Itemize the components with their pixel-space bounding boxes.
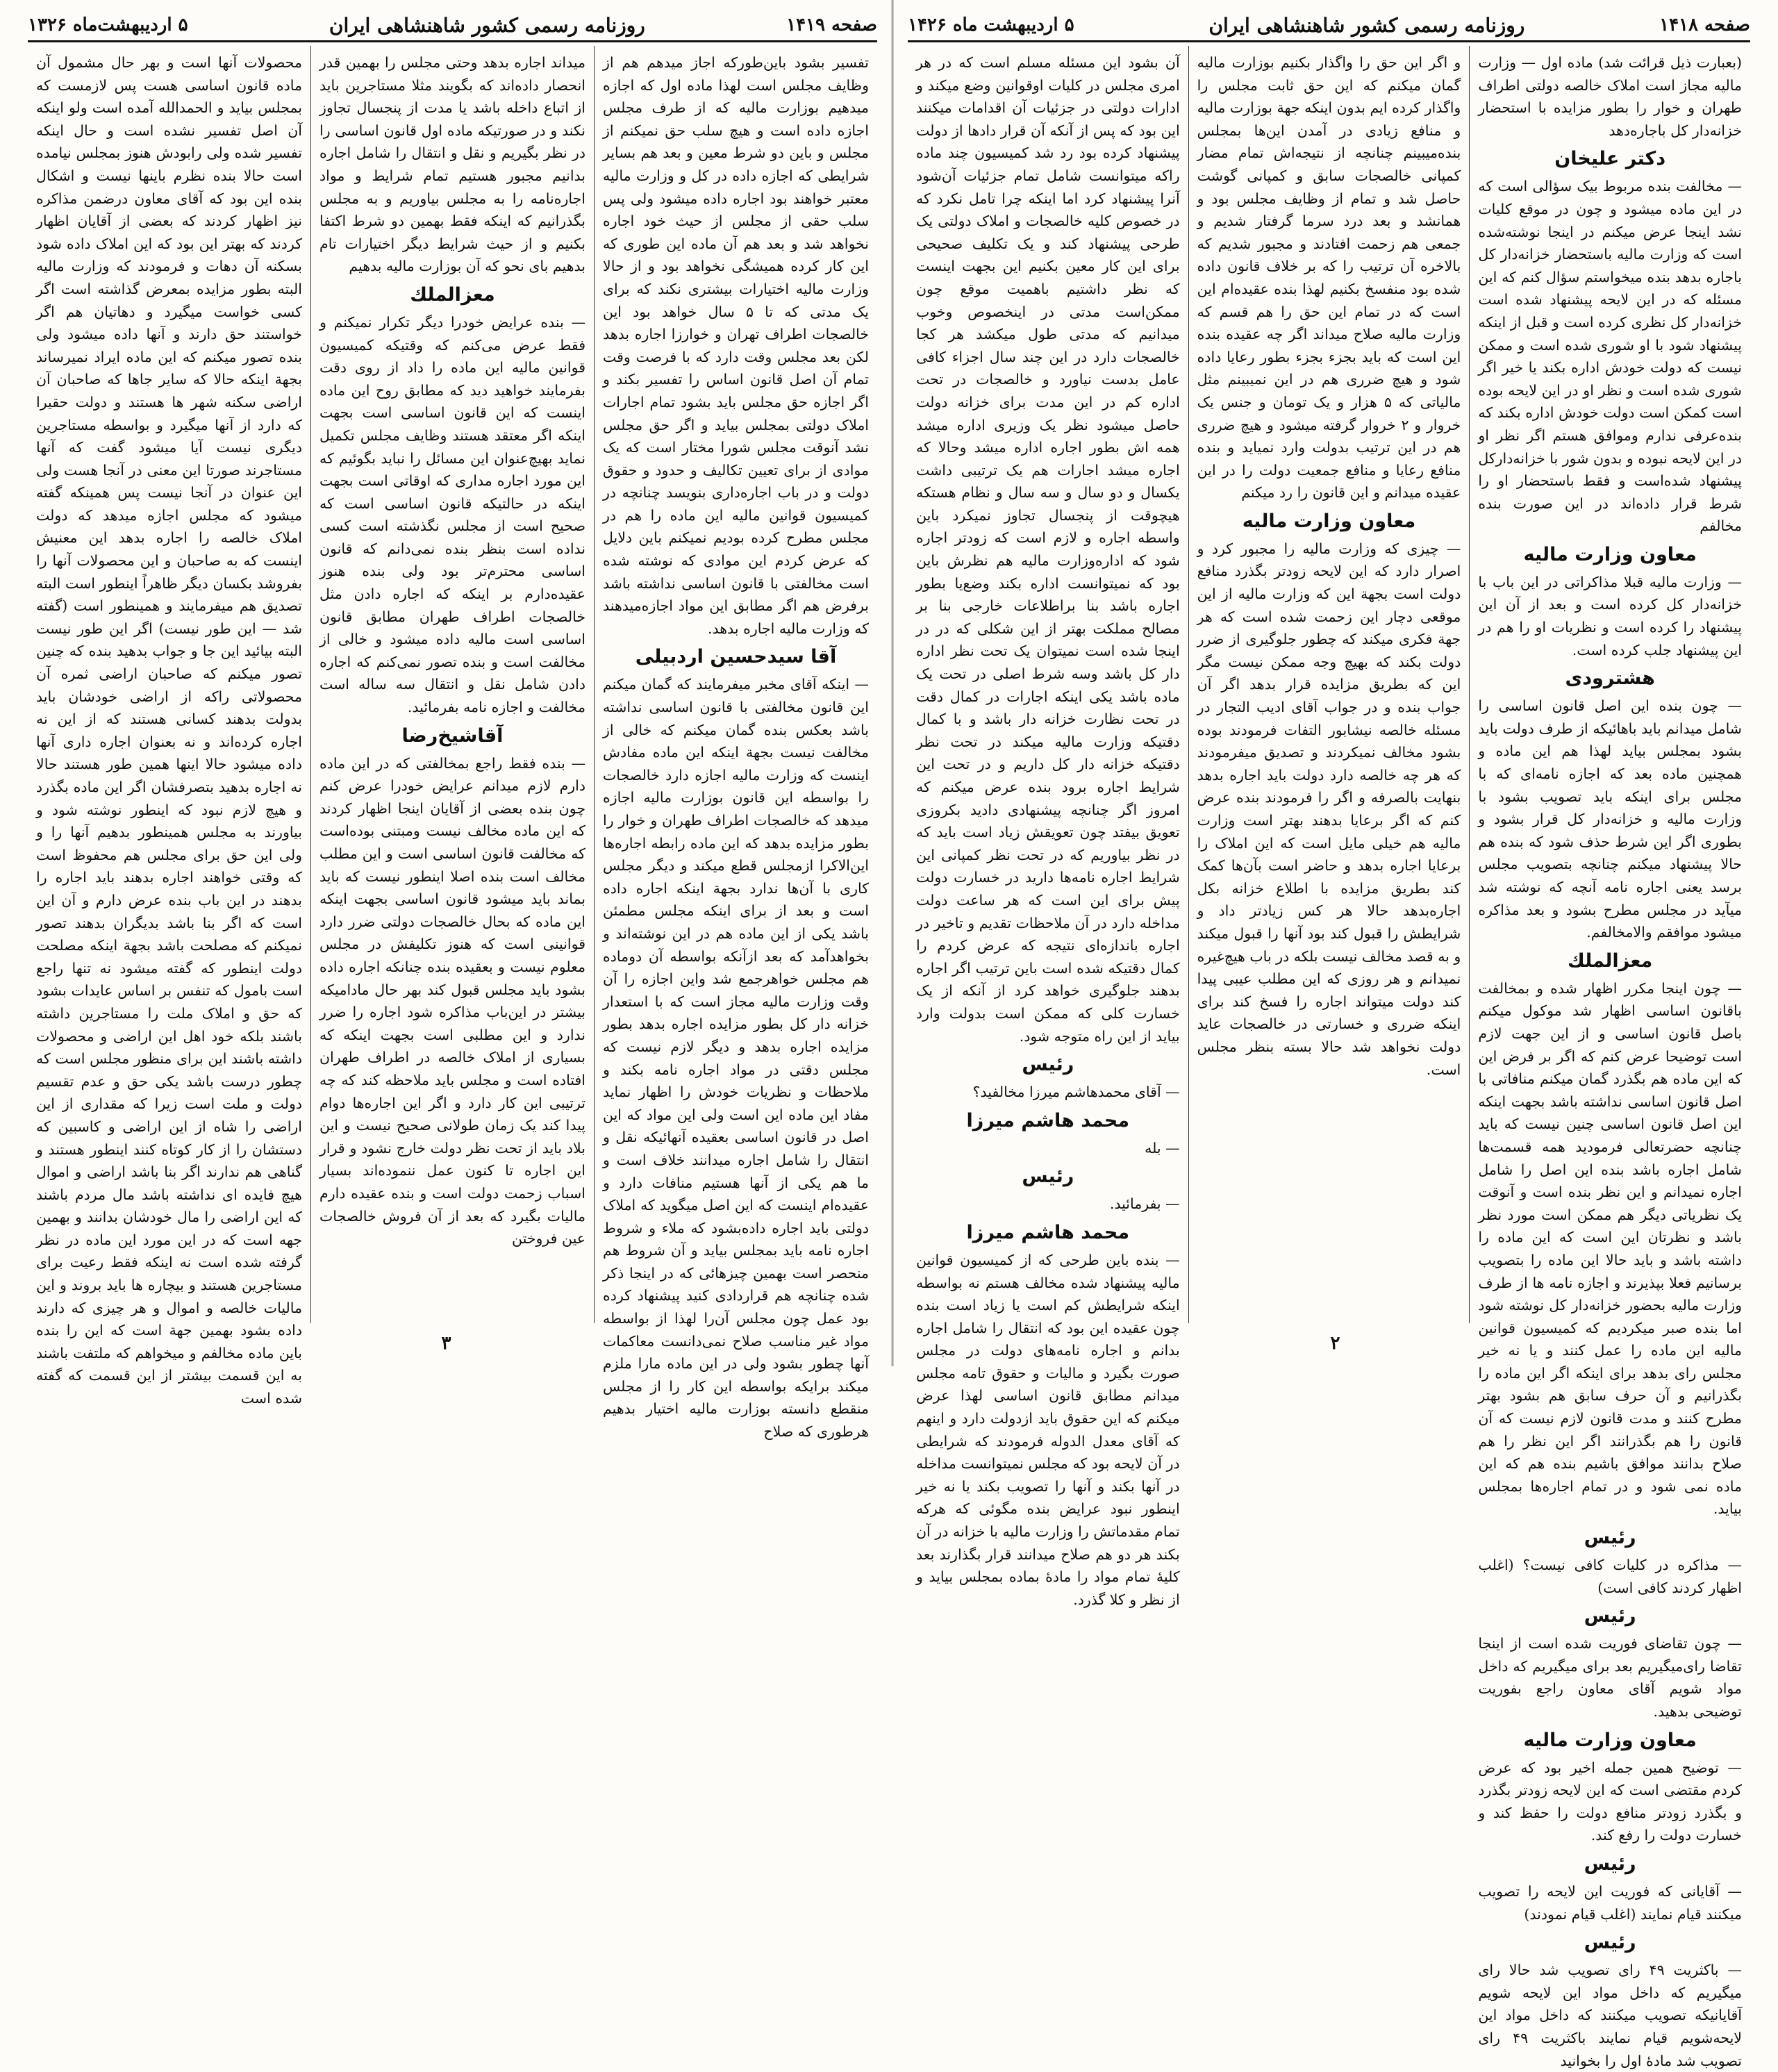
speaker-name: محمد هاشم میرزا (966, 1109, 1130, 1132)
paragraph-text: — بنده عرایض خودرا دیگر تکرار نمیکنم و فقط عرض می‌کنم که وقتیکه کمیسیون قوانین مالیه این ماده را داد از روی دقت بفرمایند خواهید دید که مطابق روح این ماده اینست که این قانون اساسی است بجهت اینکه اگر معتقد هستند وظایف مجلس تکمیل نماید بهیچ‌عنوان این مسائل را نباید بگوئیم که این مورد اجاره مداری که اوقاتی است بجهت اینکه در حالتیکه قانون اساسی است که صحیح است از مجلس نگذشته است کسی نداده است بنظر بنده نمی‌دانم که قانون اساسی محترم‌تر بود ولی بنده هنوز عقیده‌دارم بر اینکه که اجاره دادن مثل خالصجات اطراف طهران مطابق قانون اساسی است مالیه داده میشود و خالی از مخالفت است و بنده تصور نمی‌کنم که اجاره دادن شامل نقل و انتقال سه ساله است مخالفت و اجازه نامه بفرمائید. (319, 313, 585, 716)
left-page-masthead (28, 10, 877, 42)
left-page-title: روزنامه رسمی کشور شاهنشاهی ایران (329, 13, 645, 37)
paragraph-text: — بفرمائید. (1109, 1195, 1180, 1213)
left-page-column-3 (28, 46, 310, 1407)
right-page-title: روزنامه رسمی کشور شاهنشاهی ایران (1208, 13, 1525, 37)
speaker-name: رئیس (1584, 1527, 1636, 1549)
left-page-folio: ۳ (441, 1333, 451, 1354)
speaker-name: معزالملك (410, 283, 495, 306)
speaker-name: معاون وزارت مالیه (1523, 543, 1697, 565)
left-page (0, 0, 892, 1441)
speaker-name: آقا سیدحسین اردبیلی (635, 646, 837, 668)
right-page-number: صفحه ۱۴۱۸ (1659, 15, 1750, 35)
right-page-date: ۵ اردیبهشت ماه ۱۴۲۶ (908, 15, 1074, 35)
right-page-column-3 (908, 46, 1188, 1608)
speaker-name: معزالملك (1567, 950, 1653, 972)
left-page-number: صفحه ۱۴۱۹ (786, 15, 877, 35)
right-page-masthead (908, 10, 1750, 42)
left-page-column-2 (310, 46, 594, 1323)
paragraph-text: (بعبارت ذیل قرائت شد) ماده اول — وزارت مالیه مجاز است املاک خالصه دولتی اطراف طهران و خوار را بطور مزایده با استحضار خزانه‌دار کل باجاره‌دهد (1478, 54, 1742, 139)
paragraph-text: — مخالفت بنده مربوط بیک سؤالی است که در این ماده میشود و چون در موقع کلیات نشد اینجا عرض میکنم در اینجا نوشته‌شده است که وزارت مالیه باستحضار خزانه‌دار کل باجاره بدهد بنده میخواستم سؤال کنم که این مسئله که در این لایحه پیشنهاد شده است خزانه‌دار کل نظری کرده است و قبل از اینکه پیشنهاد شود با او شوری شده است و ممکن نیست که دولت خودش اداره بکند یا خیر اگر شوری شده است و نظر او در این لایحه بوده است کمکن است دولت خودش اداره بکند که بنده‌عرفی ندارم وموافق هستم اگر نظر او در این لایحه نبوده و بدون شور با خزانه‌دارکل پیشنهاد شده‌است و فقط باستحضار او را شرط قرار داده‌اند در این صورت بنده مخالفم (1478, 178, 1742, 535)
paragraph-text: تفسیر بشود باین‌طورکه اجاز میدهم هم از وظایف مجلس است لهذا ماده اول که اجازه میدهیم بوزارت مالیه که از طرف مجلس اجازه داده است و هیچ سلب حق نمیکنم از مجلس و باین دو شرط معین و بعد هم بسایر شرایطی که اجازه داده در کل و وزارت مالیه معتبر خواهند بود اجاره داده میشود ولی پس سلب حقی از مجلس از حیث خود اجاره نخواهد شد و بعد هم آن ماده این طوری که این کار کرده همیشگی نخواهد بود و از حالا وزارت مالیه اختیارات بیشتری نکند که برای یک مدتی که تا ۵ سال خواهد بود این خالصجات اطراف تهران و خوارزا اجاره بدهد لکن بعد مجلس وقت دارد که با فرصت وقت تمام آن اصل قانون اساس را تفسیر بکند و اگر اجازه حق مجلس باید بشود تمام اجارات املاک دولتی بمجلس بیاید و اگر حق مجلس نشد آنوقت مجلس شورا مختار است که یک موادی از برای تعیین تکالیف و حدود و حقوق دولت و در باب اجاره‌داری بنویسد چنانچه در کمیسیون قوانین مالیه این ماده را هم در مجلس مطرح کرده بودیم نمیکنم باین دلایل که عرض کردم این مواد‌ی که نوشته شده است مخالفتی با قانون اساسی نداشته باشد برفرض هم اگر مطابق این مواد اجازه‌میدهند که وزارت مالیه اجاره بدهد. (603, 54, 869, 637)
speaker-name: رئیس (1022, 1054, 1074, 1076)
speaker-name: محمد هاشم میرزا (966, 1221, 1130, 1243)
paragraph-text: — بنده فقط راجع بمخالفتی که در این ماده دارم لازم میدانم عرایض خودرا عرض کنم چون بنده بعضی از آقایان اینجا اظهار کردند که این ماده مخالف نیست ومبتنی بوده‌است که مخالفت قانون اساسی است و این مطلب مخالف است بنده اصلا اینطور نیست که باید بماند باید میشود قانون اساسی بجهت اینکه این ماده که بحال خالصجات دولتی ضرر دارد قوانینی است که هنوز تکلیفش در مجلس معلوم نیست و بعقیده بنده چنانکه اجاره داده بشود باید مجلس قبول کند بهر حال مادامیکه بیشتر در این‌باب مذاکره شود اجاره را ضرر ندارد و این مطلبی است بجهت اینکه که بسیاری از املاک خالصه در اطراف طهران افتاده است و مجلس باید ملاحظه کند که چه ترتیبی این کار دارد و اگر این اجاره‌ها دوام پیدا کند یک زمان طولانی صحیح نیست و این بلاد باید از تحت نظر دولت خارج نشود و قرار این اجاره تا کنون عمل ننموده‌اند بسیار اسباب زحمت دولت است و بنده عقیده دارم مالیات بگیرد که بعد از آن فروش خالصجات عین فروختن (319, 754, 585, 1248)
paragraph-text: آن بشود این مسئله مسلم است که در هر امری مجلس در کلیات اوقوانین وضع میکند و ادارات دولتی در جزئیات آن اقدامات میکنند این بود که پس از آنکه آن قرار دادها از دولت پیشنهاد کرده بود رد شد کمیسیون چند ماده راکه میتوانست شامل تمام جزئیات آن‌شود آنرا پیشنهاد کرد اما اینکه چرا تامل نکرد که در خصوص کلیه خالصجات و املاک دولتی یک طرحی پیشنهاد کند و یک تکلیف صحیحی برای این کار معین بکنیم این بجهت اینست که نظر داشتیم باهمیت موقع چون ممکن‌است مدتی در اینخصوص وخوب میدانیم که مدتی طول میکشد هر کجا خالصجات دارد در این چند سال اجزاء کافی عامل بدست نیاورد و خالصجات در تحت اداره کم در این مدت برای خزانه دولت حاصل میشود نظر یک وزیری اداره میشد همه اش بطور اجاره اداره میشد وحالا که اجاره میشد اجارات هم یک ترتیبی داشت یکسال و دو سال و سه سال و نظام هستکه هیچوقت از پنجسال تجاوز نمیکرد باین واسطه اجاره و لازم است که زودتر اجاره شود که اداره‌وزارت مالیه هم نظرش باین بود که نمیتوانست اداره بکند وضع‌یا بطور اجاره باشد بنا براطلاعات خارجی بنا بر مصالح مملکت بهتر از این شکلی که در در اینجا شده است نمیتوان یک تحت نظر اداره دار کل باشد وسه شرط اصلی در تحت یک ماده باشد یکی اینکه اجارات در کمال دقت در تحت نظارت خزانه دار باشد و با کمال دقتیکه وزارت مالیه میکند در تحت نظر دقتیکه خزانه دار کل داریم و در تحت این شرایط اجاره برود بنده عرض میکنم که امروز اگر چنانچه پیشنهادی دادید بکروزی تعویق بیفتد چون تعویقش زیاد است باید که در نظر بیاوریم که در تحت نظر کمپانی این شرایط اجاره نامه‌ها دارید در خسارت دولت پیش برای این است که هر ساعت دولت مداخله دارد در آن ملاحظات تقدیم و تاخیر در اجاره باندازه‌ای نتیجه که عرض کردم را کمال دقتیکه شده است باین ترتیب اگر اجاره بدهند جلوگیری خواهد کرد از آنکه از یک خسارت کلی که ممکن است بدولت وارد بیاید از این راه متوجه شود. (915, 54, 1180, 1045)
left-page-column-1 (594, 46, 877, 1441)
speaker-name: معاون وزارت مالیه (1242, 510, 1416, 532)
paragraph-text: — توضیح همین جمله اخیر بود که عرض کردم مقتضی است که این لایحه زودتر بگذرد و بگذرد زودتر منافع دولت را حفظ کند و خسارت دولت را رفع کند. (1478, 1759, 1742, 1844)
right-page-column-2 (1188, 46, 1470, 1323)
paragraph-text: محصولات آنها است و بهر حال مشمول آن ماده قانون اساسی هست پس لازمست که بمجلس بیاید و الحمدالله آمده است ولو اینکه آن اصل تفسیر نشده است و حال اینکه تفسیر شده ولی رابودش هنوز بمجلس نیامده است حالا بنده نظرم باینها نیست و اشکال بنده این بود که آقای معاون درضمن مذاکره نیز اظهار کردند که بعضی از آقایان اظهار کردند که بهتر این بود که این املاک داده شود بسکنه آن دهات و فرمودند که وزارت مالیه البته بطور مزایده بمعرض گذاشته است اگر کسی خواست میگیرد و دهاتیان هم اگر خواستند حق دارند و آنها داده میشود ولی بنده تصور میکنم که این ماده ایراد نمیرساند بجهة اینکه حالا که سایر جاها که صاحبان آن اراضی سکنه شهر ها هستند و دولت حقیرا که دارد از آنها میگیرد و بواسطه مستاجرین دیگری نیست آیا میشود گفت که آنها مستاجرند صورتا این معنی در آنجا هست ولی این عنوان در آنجا نیست پس همینکه گفته میشود که مجلس اجازه میدهد که دولت املاک خالصه را اجاره بدهد این معنیش اینست که به صاحبان و این محصولات آنها را بفروشد بکسان دیگر ظاهراً اینطور است البته تصدیق هم میفرمایند و همینطور است (گفته شد — این طور نیست) اگر این طور نیست البته بیائید این جا و جواب بدهید بنده که چنین تصور میکنم که صاحبان اراضی ثمره آن محصولاتی راکه از اراضی خودشان باید بدولت بدهند کسانی هستند که از این نه اجاره کرده‌اند و نه بعنوان اجاره داری آنها داده میشود حالا اینها همین طور هستند حالا نه اجاره بدهید بتصرفشان اگر این ماده بگذرد و هیچ لازم نبود که اینطور نوشته شود و بیاورند به مجلس همینطور بدهیم آنها را و ولی این حق برای مجلس هم محفوظ است که وقتی خواهند اجاره بدهند باید اجاره را بدهند در این باب بنده عرض دارم و آن این است که اگر بنا باشد بدیگران بدهند تصور نمیکنم که مصلحت باشد بجهة اینکه مصلحت دولت اینطور که گفته میشود نه تنها راجع است بامول که تنفس بر اساس عایدات بشود که حق و املاک ملت را مستاجرین داشته باشند بلکه خود اهل این اراضی و محصولات داشته باشند این برای منظور مجلس است که چطور درست باشد یکی حق و عدم تقسیم دولت و ملت است زیرا که مقداری از این اراضی را شاه از این اراضی و کاسبین که دستشان را از کار کوتاه کنند اینطور هستند و گناهی هم ندارند اگر بنا باشد اراضی و اموال هیچ فایده ای نداشته باشد مال مردم باشند که این اراضی را مال خودشان بدانند و بهمین جهه است که در این مورد این ماده در نظر گرفته شده است نه اینکه فقط رعیت برای مستاجرین هستند و بیچاره ها باید بروند و این مالیات خالصه و اموال و هر چیزی که دارند داده بشود بهمین جهة است که این را بنده باین ماده مخالفم و میخواهم که ملتفت باشند به این قسمت بیشتر از این قسمت که گفته شده است (36, 54, 302, 1407)
right-page-columns (908, 46, 1750, 2069)
speaker-name: رئیس (1584, 1853, 1636, 1875)
paragraph-text: — باکثریت ۴۹ رای تصویب شد حالا رای میگیریم که داخل مواد این لایحه شویم آقایانیکه تصویب میکنند که داخل مواد این لایحه‌شویم قیام نمایند باکثریت ۴۹ رای تصویب شد مادهٔ اول را بخوانید (1478, 1962, 1742, 2069)
speaker-name: رئیس (1022, 1166, 1074, 1188)
paragraph-text: — چیزی که وزارت مالیه را مجبور کرد و اصرار دارد که این لایحه زودتر بگذرد منافع دولت است بجهة این که وزارت مالیه از این موقعی دچار این زحمت شده است که هر جهة فکری میکند که چطور جلوگیری از ضرر دولت بکند که بهیچ وجه ممکن نیست مگر این که بطریق مزایده قرار بدهد اگر آن جواب بنده و در جواب آقای ادیب التجار در مسئله خالصه نیشابور التفات فرمودند بوده بشود مخالف نمیکردند و تصدیق میفرمودند که هر چه خالصه دارد دولت باید اجاره بدهد بنهایت بالصرفه و اگر را فرمودند بنده عرض کنم که اگر برعایا بدهند بهتر است وزارت مالیه هم خیلی مایل است که این املاک را برعایا اجاره بدهد و حاضر است بآن‌ها کمک کند بطریق مزایده با اطلاع خزانه بکل اجاره‌بدهد حالا هر کس زیادتر داد و شرایطش را قبول کند بود آنها را قبول میکند و به قصد مخالف نیست بلکه در باب هیچ‌غیره نمیدانم و هر روزی که این مطلب عیبی پیدا کند دولت میتواند اجاره را فسخ کند برای اینکه ضرری و خسارتی در خالصجات عاید دولت نخواهد شد حالا بسته بنظر مجلس است. (1197, 540, 1461, 1078)
paragraph-text: — مذاکره در کلیات کافی نیست؟ (اغلب اظهار کردند کافی است) (1478, 1557, 1742, 1596)
paragraph-text: — چون تقاضای فوریت شده است از اینجا تقاضا رای‌میگیریم بعد برای میگیریم که داخل مواد شویم آقای معاون راجع بفوریت توضیحی بدهید. (1478, 1635, 1742, 1720)
paragraph-text: — چون اینجا مکرر اظهار شده و بمخالفت باقانون اساسی اظهار شد موکول میکنم باصل قانون اساسی و از این جهت لازم است توضیحا عرض کنم که اگر بر فرض این که این ماده هم بگذرد گمان میکنم منافاتی با اصل قانون اساسی نداشته باشد بجهت اینکه این اصل قانون اساسی چنین نیست که باید چنانچه حضرتعالی فرمودید همه قسمت‌ها شامل اجاره باشد بنده این اصل را شامل اجاره نمیدانم و این نظر بنده است و آنوقت یک نظریاتی دیگر هم ممکن است مورد نظر باشد و نظرتان این است که این ماده را داشته باشد و باید حالا این ماده را بتصویب برسانیم فعلا بپذیرند و اجازه نامه ها از طرف وزارت مالیه بحضور خزانه‌دار کل نوشته شود اما بنده صبر میکردیم که کمیسیون قوانین مالیه این ماده را عمل کنند و یا نه خیر مجلس رای بدهد برای اینکه اگر این ماده را بگذرانیم و آن حرف سابق هم بشود بهتر مطرح کنند و مدت قانون لازم نیست که آن قانون را هم بگذرانند اگر این نظر را هم صلاح بدانند موافق باشیم بنده هم که این ماده نمی شود و در تمام اجاره‌ها بمجلس بیاید. (1478, 979, 1742, 1518)
paragraph-text: — آقایانی که فوریت این لایحه را تصویب میکنند قیام نمایند (اغلب قیام نمودند) (1478, 1882, 1742, 1923)
right-page-folio: ۲ (1330, 1333, 1340, 1354)
speaker-name: آقاشیخ‌رضا (401, 724, 504, 747)
paragraph-text: — وزارت مالیه قبلا مذاکراتی در این باب با خزانه‌دار کل کرده است و بعد از آن این پیشنهاد را کرده است و نظریات او را هم در این پیشنهاد جلب کرده است. (1478, 573, 1742, 658)
speaker-name: رئیس (1584, 1932, 1636, 1954)
speaker-name: معاون وزارت مالیه (1523, 1729, 1697, 1751)
right-page (892, 0, 1778, 2069)
left-page-columns (28, 46, 877, 1441)
left-page-date: ۵ اردیبهشت‌ماه ۱۳۲۶ (28, 15, 188, 35)
speaker-name: دکتر علیخان (1554, 148, 1666, 170)
speaker-name: هشترودی (1565, 668, 1655, 690)
paragraph-text: میداند اجاره بدهد وحتی مجلس را بهمین قدر انحصار داده‌اند که بگویند مثلا مستاجرین باید از اتباع داخله باشد یا مدت از پنجسال تجاوز نکند و در صورتیکه ماده اول قانون اساسی را در نظر بگیریم و نقل و انتقال را شامل اجاره بدانیم مجبور هستیم تمام شرایط و مواد اجاره‌نامه را به مجلس بیاوریم و به مجلس بگذرانیم که اینکه فقط بهمین دو شرط اکتفا بکنیم و از حیث شرایط دیگر اختیارات تام بدهیم بای نحو که آن بوزارت مالیه بدهیم (319, 54, 585, 275)
paragraph-text: — بله (1145, 1139, 1180, 1157)
paragraph-text: — آقای محمدهاشم میرزا مخالفید؟ (972, 1084, 1180, 1101)
paragraph-text: — بنده باین طرحی که از کمیسیون قوانین مالیه پیشنهاد شده مخالف هستم نه بواسطه اینکه شرایطش کم است یا زیاد است بنده چون عقیده این بود که انتقال را شامل اجاره بدانم و اجاره نامه‌های دولت در مجلس صورت بگیرد و مالیات و حقوق تامه مجلس میدانم مطابق قانون اساسی لهذا عرض میکنم که این حقوق باید ازدولت دارد و اینهم که آقای معدل الدوله فرمودند که شرایطی در آن لایحه بود که مجلس نمیتوانست مداخله در آنها بکند و آنها را تصویب بکند یا نه خیر اینطور نبود عرایض بنده مگوئی که هرکه تمام مقدماتش را وزارت مالیه با خزانه در آن بکند هر دو هم صلاح میدانند قرار بگذارند بعد کلیهٔ تمام مواد را مادهٔ بماده بمجلس بیاید و از نظر و کلا گذرد. (915, 1251, 1180, 1608)
paragraph-text: — چون بنده این اصل قانون اساسی را شامل میدانم باید باهائیکه از طرف دولت باید بشود بمجلس بیاید لهذا هم این ماده و همچنین ماده بعد که اجازه نامه‌ای که با مجلس برای اینکه باید تصویب بشود با وزارت مالیه و خزانه‌دار کل قرار بشود و بطوری اگر این شرط حذف شود که بنده هم حالا پیشنهاد میکنم چنانچه بتصویب مجلس برسد یعنی اجاره نامه آنچه که نوشته شد میآید در مجلس مطرح بشود و بعد مذاکره میشود موافقم والامخالفم. (1478, 697, 1742, 941)
right-page-column-1 (1469, 46, 1750, 2069)
speaker-name: رئیس (1584, 1605, 1636, 1627)
paragraph-text: و اگر این حق را واگذار بکنیم بوزارت مالیه گمان میکنم که این حق ثابت مجلس را واگذار کرده ایم بدون اینکه جهة بوزارت مالیه و منافع زیادی در آمدن این‌ها بمجلس بنده‌میبینم چنانچه از نتیجه‌اش تمام مضار کمپانی خالصجات سابق و کمپانی گوشت حاصل شد و تمام از وظایف مجلس بود و همانشد و بعد درد سرما گرفتار شدیم و جمعی هم زحمت افتادند و مجبور شدیم که بالاخره آن ترتیب را که بر خلاف قانون داده شده بود منفسخ بکنیم لهذا بنده عقیده‌ام این است که در تمام این حق را هم قسم که وزارت مالیه صلاح میداند اگر چه عقیده بنده این است که باید بجزء بجزء بطور رعایا داده شود و هیچ ضرری هم در این نمیبینم مثل مالیاتی که ۵ هزار و یک تومان و جنس یک خروار و ۲ خروار گرفته میشود و هیچ ضرری هم در این ترتیب بدولت وارد نمیاید و بنده منافع رعایا و منافع جمعیت دولت را در این عقیده میدانم و این قانون را رد میکنم (1197, 54, 1461, 502)
paragraph-text: — اینکه آقای مخبر میفرمایند که گمان میکنم این قانون مخالفتی با قانون اساسی نداشته باشد بعکس بنده گمان میکنم که خالی از مخالفت نیست بجهة اینکه این ماده مفادش اینست که وزارت مالیه اجازه دارد خالصجات را بواسطه این قانون بوزارت مالیه اجازه میدهد که خالصجات اطراف طهران و خوار را بطور مزایده بدهد که این ماده رابطه اجاره‌ها این‌الاکرا ازمجلس قطع میکند و دیگر مجلس کاری با آن‌ها ندارد بجهة اینکه اجاره داده است و بعد از برای اینکه مجلس مطمئن باشد یکی از این ماده هم در این نوشته‌اند و بخواهد‌آمد که بعد ازآنکه بواسطه آن دوماده هم مجلس خواهرجمع شد واین اجازه را آن وقت وزارت مالیه مجاز است که با استعدار خزانه دار کل بطور مزایده اجاره بدهد بطور مزایده اجاره بدهد و دیگر لازم نیست که مجلس دقتی در مواد اجاره نامه بکند و ملاحظات و نظریات خودش را اظهار نماید مفاد این ماده این است ولی این مواد که این اصل در قانون اساسی بعقیده آنهائیکه نقل و انتقال را شامل اجاره میدانند خلاف است و ما هم یکی از آنها هستیم منافات دارد و عقیده‌ام اینست که این اصل میگوید که املاک دولتی باید اجاره داده‌بشود که ملاء و شروط اجاره نامه باید بمجلس بیاید و آن شروط هم منحصر است بهمین چیزهائی که در اینجا ذکر شده چنانچه هم قراردادی کنید پیشنهاد کرده بود عمل چون مجلس آن‌را لهذا از بواسطه مواد غیر مناسب صلاح نمی‌دانست معاکمات آنها چطور بشود ولی در این ماده مارا ملزم میکند برایکه بواسطه این کار را از مجلس منقطع دانسته بوزارت مالیه اختیار بدهیم هرطوری که صلاح (603, 676, 869, 1441)
